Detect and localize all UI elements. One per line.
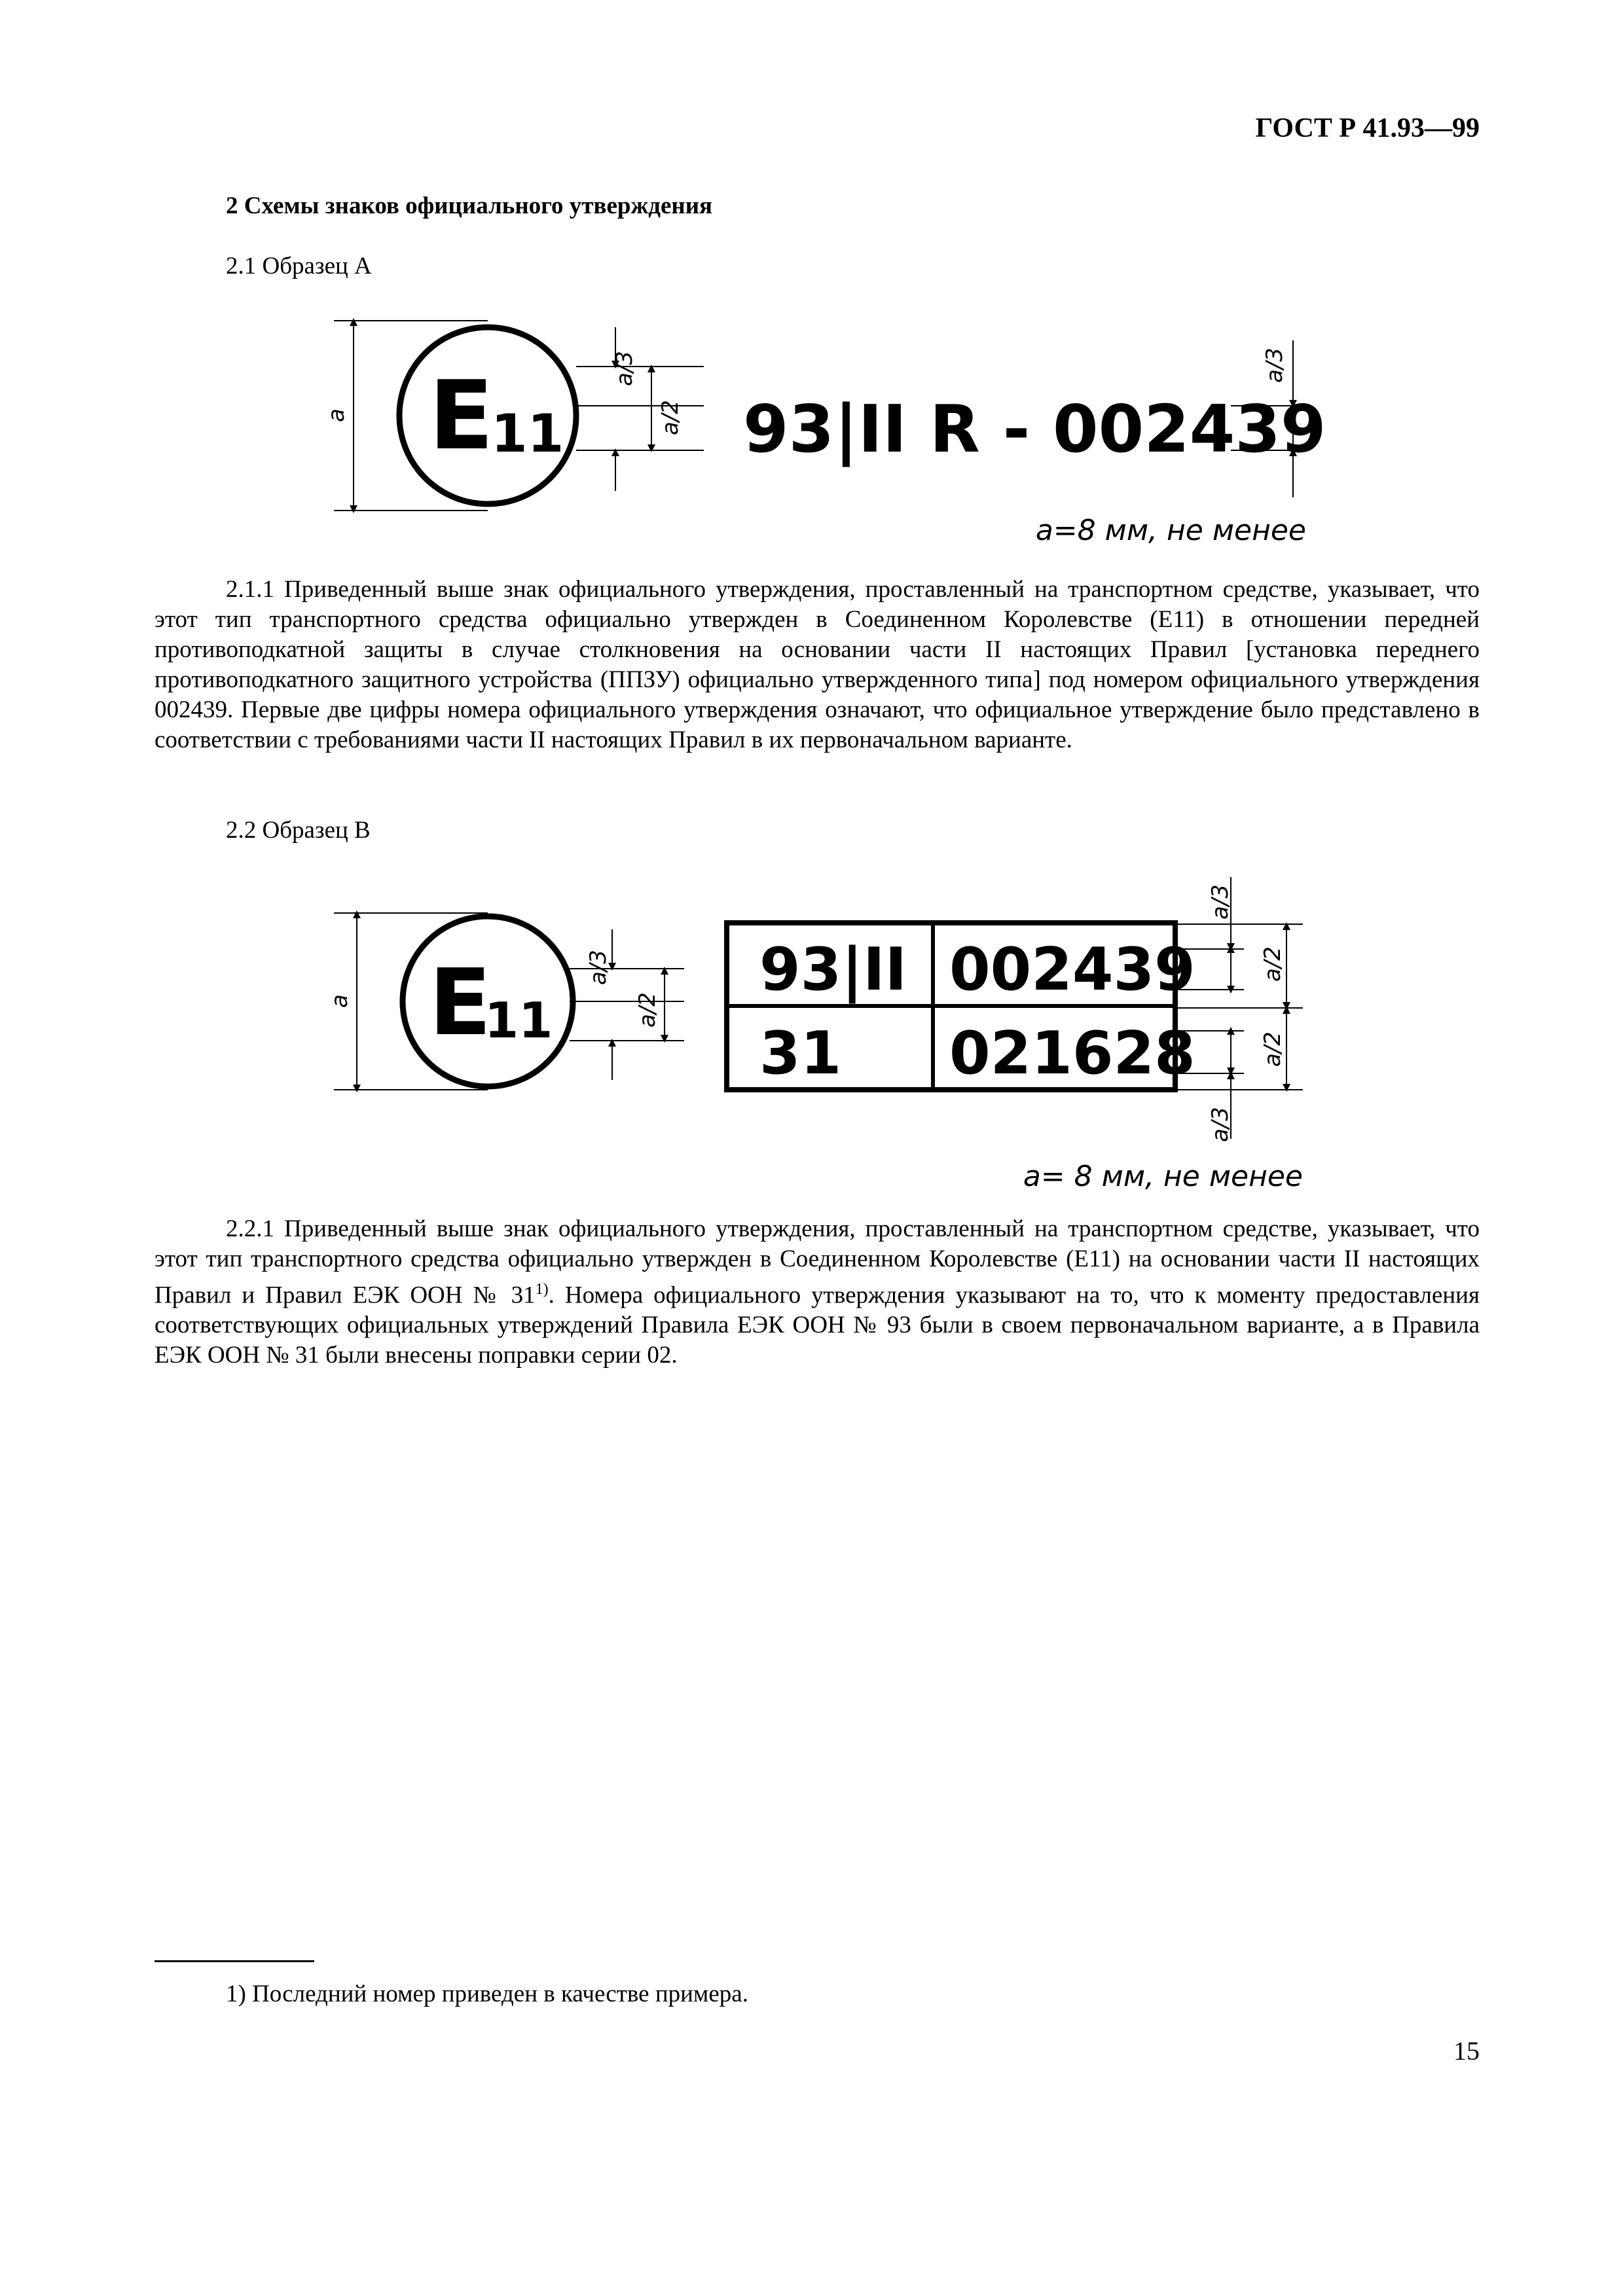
approval-mark-figure-b <box>0 857 1623 1198</box>
paragraph-2-1-1: 2.1.1 Приведенный выше знак официального утверждения, проставленный на транспортном средстве, указывает, что этот тип транспортного средства официально утвержден в Соединенном Королевстве (E11) в отношении передней противоподкатной защиты в случае столкновения на основании части II настоящих Правил [установка переднего противоподкатного защитного устройства (ППЗУ) официально утвержденного типа] под номером официального утверждения 002439. Первые две цифры номера официального утверждения означают, что официальное утверждение было представлено в соответствии с требованиями части II настоящих Правил в их первоначальном варианте. <box>155 576 1480 753</box>
sample-b-heading: 2.2 Образец B <box>226 817 371 844</box>
section-title: 2 Схемы знаков официального утверждения <box>226 192 713 219</box>
dimension-a3-label: a/3 <box>611 351 638 386</box>
dimension-right-a2-top-label: a/2 <box>1260 946 1286 982</box>
table-cell-r1c1: 93|II <box>759 935 907 1004</box>
footnote-text: 1) Последний номер приведен в качестве примера. <box>226 1981 748 2007</box>
sample-a-heading: 2.1 Образец A <box>226 253 372 279</box>
dimension-a-label: a <box>323 408 350 422</box>
approval-number: 93|II R - 002439 <box>743 391 1326 467</box>
dimension-a3-label: a/3 <box>585 950 611 985</box>
paragraph-2-2-1-main: 2.2.1 Приведенный выше знак официального утверждения, проставленный на транспортном средстве, указывает, что этот тип транспортного средства официально утвержден в Соединенном Королевстве (E11) на основании части II настоящих Правил и Правил ЕЭК ООН № 31 <box>155 1215 1480 1309</box>
country-letter: E <box>429 950 492 1056</box>
dimension-right-a2-bottom-label: a/2 <box>1260 1031 1286 1067</box>
paragraph-2-2-1-rest: . Номера официального утверждения указывают на то, что к моменту предоставления соответствующих официальных утверждений Правила ЕЭК ООН № 93 были в своем первоначальном варианте, а в Правила ЕЭК ООН № 31 были внесены поправки серии 02. <box>155 1282 1480 1369</box>
country-number: 11 <box>491 403 564 464</box>
paragraph-2-2-1 <box>155 1214 1480 1371</box>
dimension-right-a3-top-label: a/3 <box>1207 884 1233 920</box>
min-size-note: a=8 мм, не менее <box>1035 514 1306 547</box>
table-cell-r2c1: 31 <box>759 1019 842 1088</box>
min-size-note: a= 8 мм, не менее <box>1023 1160 1303 1193</box>
dimension-a2-label: a/2 <box>634 992 661 1028</box>
dimension-right-a3-label: a/3 <box>1262 348 1288 383</box>
country-letter: E <box>429 361 494 471</box>
document-header: ГОСТ Р 41.93—99 <box>1255 113 1480 143</box>
dimension-a-label: a <box>327 994 353 1008</box>
approval-mark-b-svg <box>0 857 1623 1198</box>
country-number: 11 <box>484 992 553 1049</box>
table-cell-r2c2: 021628 <box>949 1019 1195 1088</box>
dimension-a2-label: a/2 <box>657 400 684 435</box>
page-number: 15 <box>1453 2036 1480 2066</box>
footnote-reference: 1) <box>535 1281 549 1298</box>
dimension-right-a3-bottom-label: a/3 <box>1207 1107 1233 1142</box>
table-cell-r1c2: 002439 <box>949 935 1195 1004</box>
footnote-separator <box>155 1960 314 1962</box>
approval-mark-a-svg <box>0 288 1623 563</box>
approval-mark-figure-a <box>0 288 1623 563</box>
